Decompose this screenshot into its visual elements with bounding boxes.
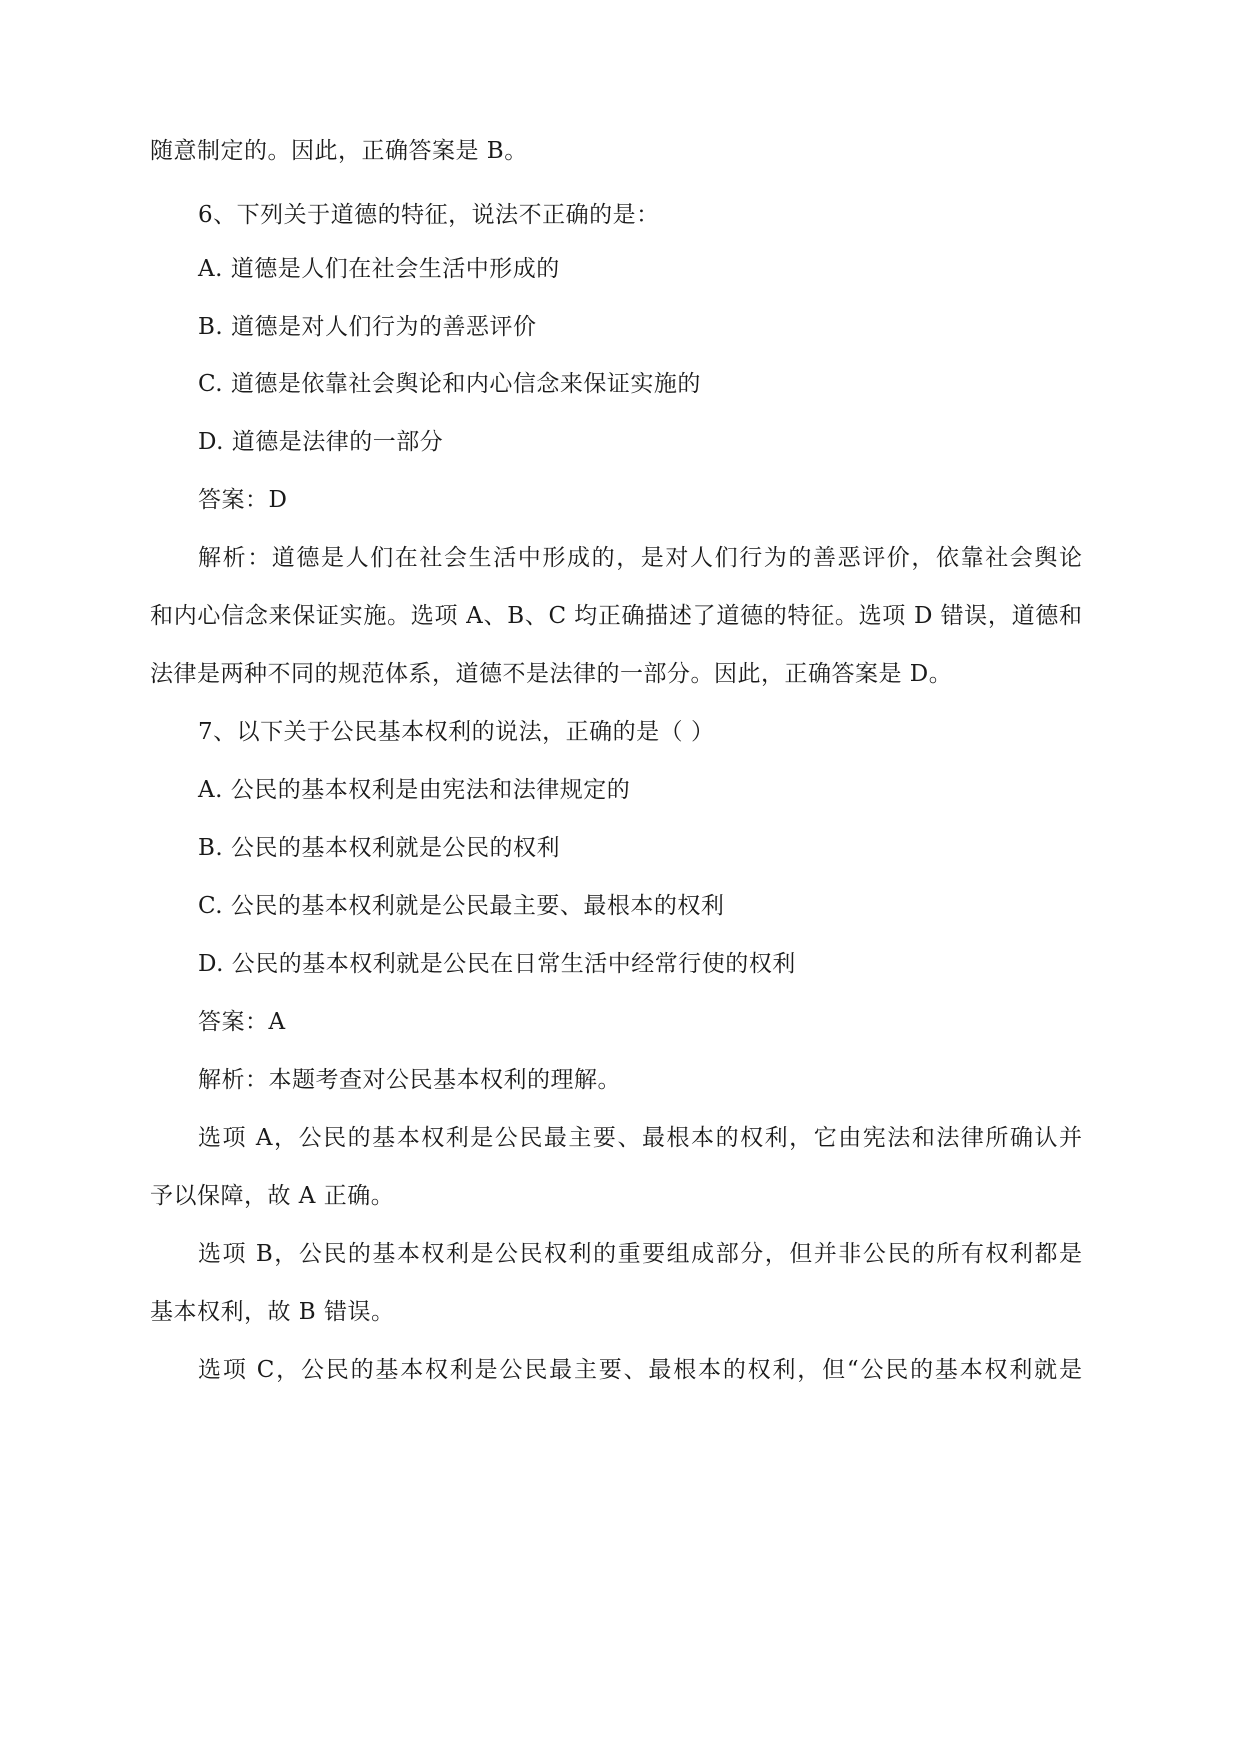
text-line: 随意制定的。因此，正确答案是 B。 bbox=[150, 138, 528, 164]
question-6-answer: 答案：D bbox=[198, 487, 288, 513]
question-6-option-d: D. 道德是法律的一部分 bbox=[198, 429, 444, 455]
question-6-stem: 6、下列关于道德的特征，说法不正确的是： bbox=[198, 202, 660, 228]
option-b-explanation-line: 选项 B，公民的基本权利是公民权利的重要组成部分，但并非公民的所有权利都是 bbox=[198, 1241, 1082, 1267]
question-7-stem: 7、以下关于公民基本权利的说法，正确的是（ ） bbox=[198, 719, 715, 745]
question-6-option-b: B. 道德是对人们行为的善恶评价 bbox=[198, 314, 537, 340]
question-6-explanation-line: 解析：道德是人们在社会生活中形成的，是对人们行为的善恶评价，依靠社会舆论 bbox=[198, 545, 1082, 571]
question-7-option-a: A. 公民的基本权利是由宪法和法律规定的 bbox=[198, 777, 631, 803]
question-7-answer: 答案：A bbox=[198, 1009, 286, 1035]
question-6-explanation-line: 和内心信念来保证实施。选项 A、B、C 均正确描述了道德的特征。选项 D 错误，道德和 bbox=[150, 603, 1082, 629]
question-7-option-b: B. 公民的基本权利就是公民的权利 bbox=[198, 835, 561, 861]
question-6-explanation-line: 法律是两种不同的规范体系，道德不是法律的一部分。因此，正确答案是 D。 bbox=[150, 661, 953, 687]
question-6-option-a: A. 道德是人们在社会生活中形成的 bbox=[198, 256, 560, 282]
question-7-option-d: D. 公民的基本权利就是公民在日常生活中经常行使的权利 bbox=[198, 951, 796, 977]
question-6-option-c: C. 道德是依靠社会舆论和内心信念来保证实施的 bbox=[198, 371, 701, 397]
option-a-explanation-line: 予以保障，故 A 正确。 bbox=[150, 1183, 395, 1209]
option-c-explanation-line: 选项 C，公民的基本权利是公民最主要、最根本的权利，但“公民的基本权利就是 bbox=[198, 1357, 1082, 1383]
question-7-explanation-intro: 解析：本题考查对公民基本权利的理解。 bbox=[198, 1067, 621, 1093]
question-7-option-c: C. 公民的基本权利就是公民最主要、最根本的权利 bbox=[198, 893, 725, 919]
option-a-explanation-line: 选项 A，公民的基本权利是公民最主要、最根本的权利，它由宪法和法律所确认并 bbox=[198, 1125, 1082, 1151]
option-b-explanation-line: 基本权利，故 B 错误。 bbox=[150, 1299, 395, 1325]
